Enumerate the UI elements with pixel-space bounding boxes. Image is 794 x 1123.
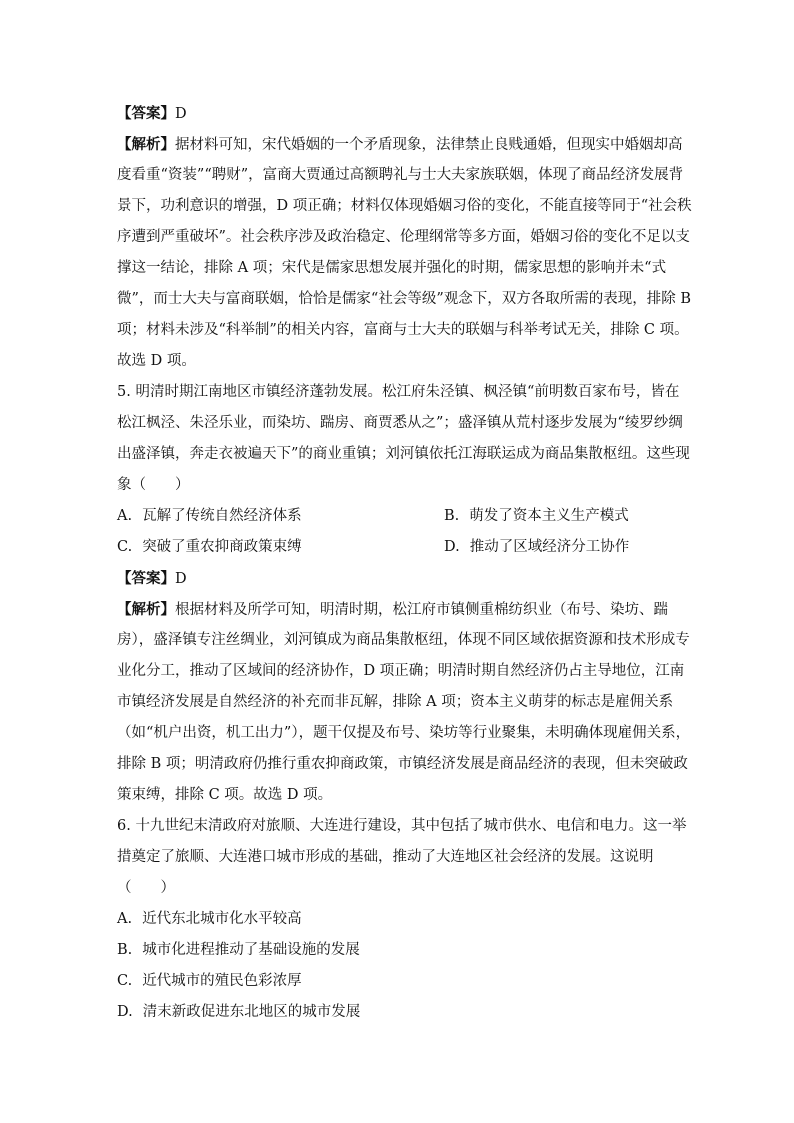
option-c — [117, 966, 677, 997]
option-letter: B. — [444, 508, 460, 524]
option-text: 城市化进程推动了基础设施的发展 — [142, 942, 360, 958]
option-a — [117, 501, 302, 532]
question-stem: 措奠定了旅顺、大连港口城市形成的基础，推动了大连地区社会经济的发展。这说明 — [117, 849, 654, 865]
analysis-text: 市镇经济发展是自然经济的补充而非瓦解，排除 A 项；资本主义萌芽的标志是雇佣关系 — [117, 694, 674, 710]
option-letter: C. — [117, 973, 133, 989]
analysis-text: 撑这一结论，排除 A 项；宋代是儒家思想发展并强化的时期，儒家思想的影响并未“式 — [117, 260, 667, 276]
analysis-text: 序遭到严重破坏”。社会秩序涉及政治稳定、伦理纲常等多方面，婚姻习俗的变化不足以支 — [117, 229, 690, 245]
answer-tag: 【答案】 — [117, 105, 175, 122]
question-stem: 5. 明清时期江南地区市镇经济蓬勃发展。松江府朱泾镇、枫泾镇“前明数百家布号，皆在 — [117, 384, 680, 400]
q5-analysis-line — [117, 594, 677, 625]
question-stem: 象（ ） — [117, 477, 190, 493]
option-letter: A. — [117, 911, 133, 927]
option-text: 萌发了资本主义生产模式 — [469, 508, 629, 524]
option-b — [117, 935, 677, 966]
analysis-text: 业化分工，推动了区域间的经济协作，D 项正确；明清时期自然经济仍占主导地位，江南 — [117, 663, 685, 679]
option-text: 近代城市的殖民色彩浓厚 — [142, 973, 302, 989]
analysis-text: 排除 B 项；明清政府仍推行重农抑商政策，市镇经济发展是商品经济的表现，但未突破政 — [117, 756, 688, 772]
option-b — [444, 501, 629, 532]
option-letter: A. — [117, 508, 133, 524]
answer-value: D — [175, 571, 187, 587]
options-row — [117, 532, 677, 563]
answer-tag: 【答案】 — [117, 570, 175, 587]
question-stem: （ ） — [117, 880, 175, 896]
analysis-tag: 【解析】 — [117, 136, 175, 153]
analysis-text: 房），盛泽镇专注丝绸业，刘河镇成为商品集散枢纽，体现不同区域依据资源和技术形成专 — [117, 632, 690, 648]
analysis-text: 微”，而士大夫与富商联姻，恰恰是儒家“社会等级”观念下，双方各取所需的表现，排除 B — [117, 291, 691, 307]
option-text: 推动了区域经济分工协作 — [469, 539, 630, 555]
option-text: 清末新政促进东北地区的城市发展 — [142, 1004, 361, 1020]
analysis-text: （如“机户出资，机工出力”），题干仅提及布号、染坊等行业聚集，未明确体现雇佣关系， — [117, 725, 691, 741]
question-stem: 出盛泽镇，奔走衣被遍天下”的商业重镇；刘河镇依托江海联运成为商品集散枢纽。这些现 — [117, 446, 690, 462]
option-c — [117, 532, 302, 563]
option-d — [444, 532, 629, 563]
analysis-text: 据材料可知，宋代婚姻的一个矛盾现象，法律禁止良贱通婚，但现实中婚姻却高 — [175, 137, 683, 153]
document-page — [117, 98, 692, 1028]
option-text: 瓦解了传统自然经济体系 — [142, 508, 302, 524]
q5-answer-line — [117, 563, 677, 594]
q4-answer-line — [117, 98, 677, 129]
question-stem: 松江枫泾、朱泾乐业，而染坊、踹房、商贾悉从之”；盛泽镇从荒村逐步发展为“绫罗纱绸 — [117, 415, 683, 431]
answer-value: D — [175, 106, 187, 122]
q4-analysis-line — [117, 129, 683, 160]
option-letter: D. — [444, 539, 460, 555]
option-text: 突破了重农抑商政策束缚 — [142, 539, 302, 555]
analysis-text: 景下，功利意识的增强，D 项正确；材料仅体现婚姻习俗的变化，不能直接等同于“社会秩 — [117, 198, 692, 214]
analysis-text: 故选 D 项。 — [117, 353, 196, 369]
analysis-text: 根据材料及所学可知，明清时期，松江府市镇侧重棉纺织业（布号、染坊、踹 — [175, 602, 668, 618]
option-a — [117, 904, 677, 935]
analysis-text: 策束缚，排除 C 项。故选 D 项。 — [117, 787, 333, 803]
analysis-text: 项；材料未涉及“科举制”的相关内容，富商与士大夫的联姻与科举考试无关，排除 C 项。 — [117, 322, 689, 338]
analysis-text: 度看重“资装”“聘财”，富商大贾通过高额聘礼与士大夫家族联姻，体现了商品经济发展背 — [117, 167, 684, 183]
question-stem: 6. 十九世纪末清政府对旅顺、大连进行建设，其中包括了城市供水、电信和电力。这一举 — [117, 818, 687, 834]
option-letter: D. — [117, 1004, 133, 1020]
option-letter: C. — [117, 539, 133, 555]
option-d — [117, 997, 677, 1028]
option-letter: B. — [117, 942, 133, 958]
option-text: 近代东北城市化水平较高 — [142, 911, 302, 927]
options-row — [117, 501, 677, 532]
analysis-tag: 【解析】 — [117, 601, 175, 618]
